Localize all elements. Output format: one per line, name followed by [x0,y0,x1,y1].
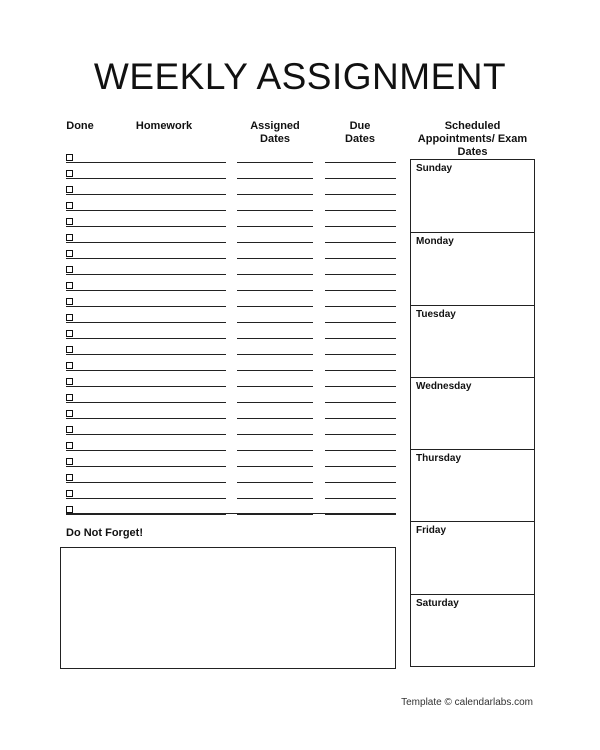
homework-line[interactable] [66,162,226,163]
done-checkbox[interactable] [66,298,73,305]
due-date-line[interactable] [325,338,396,339]
due-date-line[interactable] [325,258,396,259]
assigned-date-line[interactable] [237,354,313,355]
due-date-line[interactable] [325,210,396,211]
day-label: Friday [416,525,447,537]
day-label: Sunday [416,163,453,174]
done-checkbox[interactable] [66,426,73,433]
table-row [0,318,400,334]
assigned-date-line[interactable] [237,274,313,275]
assigned-date-line[interactable] [237,178,313,179]
done-checkbox[interactable] [66,474,73,481]
homework-line[interactable] [66,322,226,323]
homework-line[interactable] [66,354,226,355]
done-checkbox[interactable] [66,282,73,289]
homework-line[interactable] [66,210,226,211]
assigned-date-line[interactable] [237,242,313,243]
header-scheduled-line1: Scheduled [444,120,501,132]
assigned-date-line[interactable] [237,434,313,435]
header-due-dates [324,120,396,146]
table-row [0,366,400,382]
done-checkbox[interactable] [66,346,73,353]
done-checkbox[interactable] [66,378,73,385]
due-date-line[interactable] [325,514,396,515]
due-date-line[interactable] [325,386,396,387]
header-done: Done [66,120,94,132]
due-date-line[interactable] [325,418,396,419]
table-row [0,238,400,254]
done-checkbox[interactable] [66,234,73,241]
due-date-line[interactable] [325,466,396,467]
day-section-monday[interactable] [411,232,534,304]
homework-line[interactable] [66,514,226,515]
table-row [0,382,400,398]
footer-credit: Template © calendarlabs.com [401,697,533,708]
due-date-line[interactable] [325,482,396,483]
day-section-thursday[interactable] [411,449,534,521]
done-checkbox[interactable] [66,330,73,337]
homework-line[interactable] [66,242,226,243]
day-label: Thursday [416,453,462,465]
table-row [0,158,400,174]
due-date-line[interactable] [325,498,396,499]
assigned-date-line[interactable] [237,482,313,483]
assigned-date-line[interactable] [237,162,313,163]
table-row [0,478,400,494]
assigned-date-line[interactable] [237,194,313,195]
assigned-date-line[interactable] [237,466,313,467]
due-date-line[interactable] [325,402,396,403]
due-date-line[interactable] [325,434,396,435]
done-checkbox[interactable] [66,410,73,417]
day-label: Tuesday [416,308,456,320]
assigned-date-line[interactable] [237,290,313,291]
table-row [0,190,400,206]
table-row [0,414,400,430]
header-assigned-dates [236,120,314,146]
day-label: Saturday [416,597,459,609]
done-checkbox[interactable] [66,218,73,225]
table-row [0,286,400,302]
done-checkbox[interactable] [66,186,73,193]
homework-line[interactable] [66,178,226,179]
homework-line[interactable] [66,498,226,499]
table-row [0,398,400,414]
done-checkbox[interactable] [66,458,73,465]
homework-line[interactable] [66,226,226,227]
assigned-date-line[interactable] [237,306,313,307]
done-checkbox[interactable] [66,394,73,401]
table-row [0,302,400,318]
homework-line[interactable] [66,338,226,339]
due-date-line[interactable] [325,226,396,227]
day-label: Monday [416,236,454,248]
header-scheduled [410,120,535,159]
due-date-line[interactable] [325,274,396,275]
homework-line[interactable] [66,418,226,419]
homework-line[interactable] [66,290,226,291]
assigned-date-line[interactable] [237,402,313,403]
day-section-sunday[interactable] [411,160,534,232]
assigned-date-line[interactable] [237,258,313,259]
day-label: Wednesday [416,380,472,392]
assigned-date-line[interactable] [237,210,313,211]
done-checkbox[interactable] [66,490,73,497]
homework-line[interactable] [66,466,226,467]
table-row [0,334,400,350]
homework-line[interactable] [66,450,226,451]
homework-line[interactable] [66,402,226,403]
homework-line[interactable] [66,274,226,275]
due-date-line[interactable] [325,306,396,307]
assigned-date-line[interactable] [237,450,313,451]
done-checkbox[interactable] [66,506,73,513]
day-section-wednesday[interactable] [411,377,534,449]
homework-line[interactable] [66,258,226,259]
header-assigned-line1: Assigned [250,120,300,132]
done-checkbox[interactable] [66,442,73,449]
assigned-date-line[interactable] [237,418,313,419]
table-row [0,446,400,462]
day-section-tuesday[interactable] [411,305,534,377]
assigned-date-line[interactable] [237,514,313,515]
due-date-line[interactable] [325,194,396,195]
day-section-saturday[interactable] [411,594,534,666]
table-row [0,494,400,510]
assigned-date-line[interactable] [237,322,313,323]
homework-line[interactable] [66,386,226,387]
table-bottom-line [66,513,396,514]
table-row [0,270,400,286]
done-checkbox[interactable] [66,170,73,177]
header-assigned-line2: Dates [260,133,290,145]
do-not-forget-box[interactable] [60,547,396,669]
due-date-line[interactable] [325,322,396,323]
assigned-date-line[interactable] [237,498,313,499]
assigned-date-line[interactable] [237,370,313,371]
assigned-date-line[interactable] [237,338,313,339]
due-date-line[interactable] [325,178,396,179]
due-date-line[interactable] [325,290,396,291]
day-section-friday[interactable] [411,521,534,593]
due-date-line[interactable] [325,354,396,355]
schedule-days-box [410,159,535,667]
due-date-line[interactable] [325,162,396,163]
table-row [0,462,400,478]
due-date-line[interactable] [325,242,396,243]
homework-line[interactable] [66,306,226,307]
done-checkbox[interactable] [66,250,73,257]
do-not-forget-label: Do Not Forget! [66,527,143,539]
homework-line[interactable] [66,434,226,435]
table-row [0,206,400,222]
header-homework: Homework [135,120,193,132]
table-row [0,222,400,238]
done-checkbox[interactable] [66,202,73,209]
homework-line[interactable] [66,194,226,195]
homework-line[interactable] [66,370,226,371]
header-due-line1: Due [349,120,371,132]
header-scheduled-line3: Dates [457,146,488,158]
due-date-line[interactable] [325,450,396,451]
header-due-line2: Dates [345,133,375,145]
table-row [0,430,400,446]
done-checkbox[interactable] [66,314,73,321]
due-date-line[interactable] [325,370,396,371]
page-title: WEEKLY ASSIGNMENT [93,56,507,97]
done-checkbox[interactable] [66,266,73,273]
table-row [0,254,400,270]
done-checkbox[interactable] [66,154,73,161]
header-scheduled-line2: Appointments/ Exam [417,133,528,145]
table-row [0,174,400,190]
assigned-date-line[interactable] [237,386,313,387]
assigned-date-line[interactable] [237,226,313,227]
done-checkbox[interactable] [66,362,73,369]
table-row [0,350,400,366]
homework-line[interactable] [66,482,226,483]
